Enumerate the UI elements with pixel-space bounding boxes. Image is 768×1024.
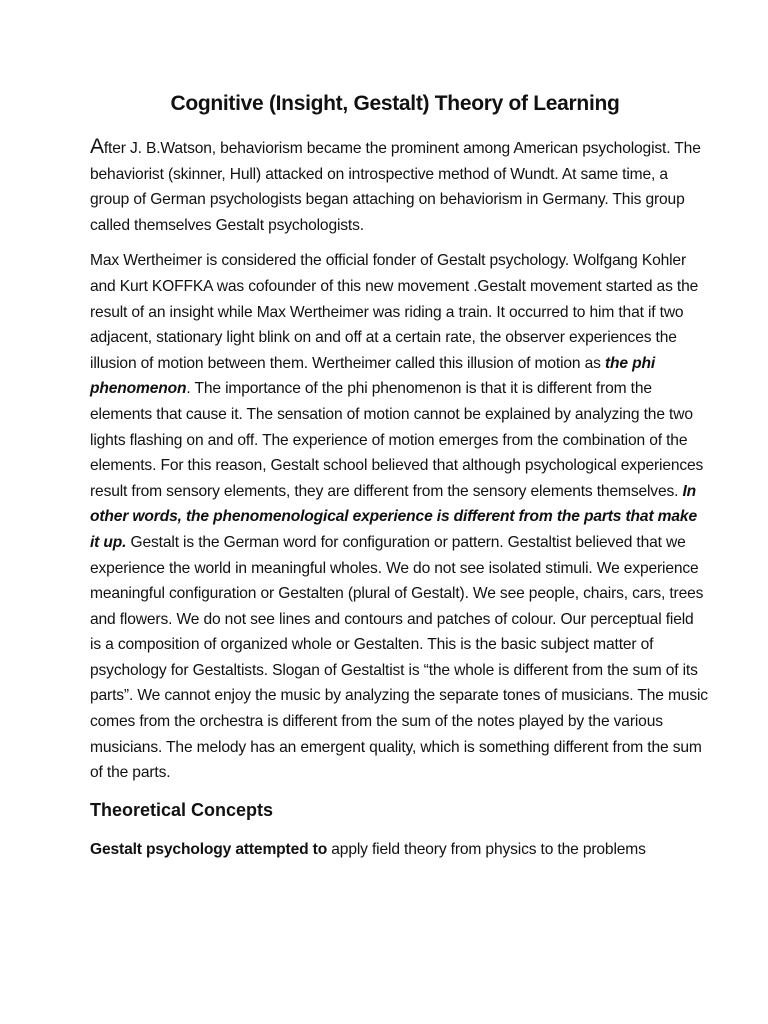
paragraph-intro [90,134,708,238]
paragraph-bold-lead: Gestalt psychology attempted to [90,840,328,858]
paragraph-theoretical [90,837,708,863]
section-heading: Theoretical Concepts [90,799,274,820]
paragraph-text-part3: Gestalt is the German word for configuration or pattern. Gestaltist believed that we experience the world in meaningful wholes. We do not see isolated stimuli. We experience meaningful configuration or Gestalten (plural of Gestalt). We see people, chairs, cars, trees and flowers. We do not see lines and contours and patches of colour. Our perceptual field is a composition of organized whole or Gestalten. This is the basic subject matter of psychology for Gestaltists. Slogan of Gestaltist is “the whole is different from the sum of its parts”. We cannot enjoy the music by analyzing the separate tones of musicians. The music comes from the orchestra is different from the sum of the notes played by the various musicians. The melody has an emergent quality, which is something different from the sum of the parts. [90,533,708,782]
paragraph-intro-text: fter J. B.Watson, behaviorism became the prominent among American psychologist. The behaviorist (skinner, Hull) attacked on introspective method of Wundt. At same time, a group of German psychologists began attaching on behaviorism in Germany. This group called themselves Gestalt psychologists. [90,140,701,234]
paragraph-wertheimer [90,248,708,785]
phi-phenomenon-emphasis: the phi phenomenon [90,354,656,398]
document-title: Cognitive (Insight, Gestalt) Theory of Learning [170,92,620,115]
paragraph-theoretical-text: apply field theory from physics to the problems [327,840,646,858]
drop-cap: A [90,135,104,158]
phenomenological-emphasis: In other words, the phenomenological experience is different from the parts that make it up. [90,482,697,551]
paragraph-text-part2: . The importance of the phi phenomenon is that it is different from the elements that cause it. The sensation of motion cannot be explained by analyzing the two lights flashing on and off. The experience of motion emerges from the combination of the elements. For this reason, Gestalt school believed that although psychological experiences result from sensory elements, they are different from the sensory elements themselves. [90,380,704,500]
paragraph-text-part1: Max Wertheimer is considered the official fonder of Gestalt psychology. Wolfgang Kohler and Kurt KOFFKA was cofounder of this new movement .Gestalt movement started as the result of an insight while Max Wertheimer was riding a train. It occurred to him that if two adjacent, stationary light blink on and off at a certain rate, the observer experiences the illusion of motion between them. Wertheimer called this illusion of motion as [90,252,699,372]
